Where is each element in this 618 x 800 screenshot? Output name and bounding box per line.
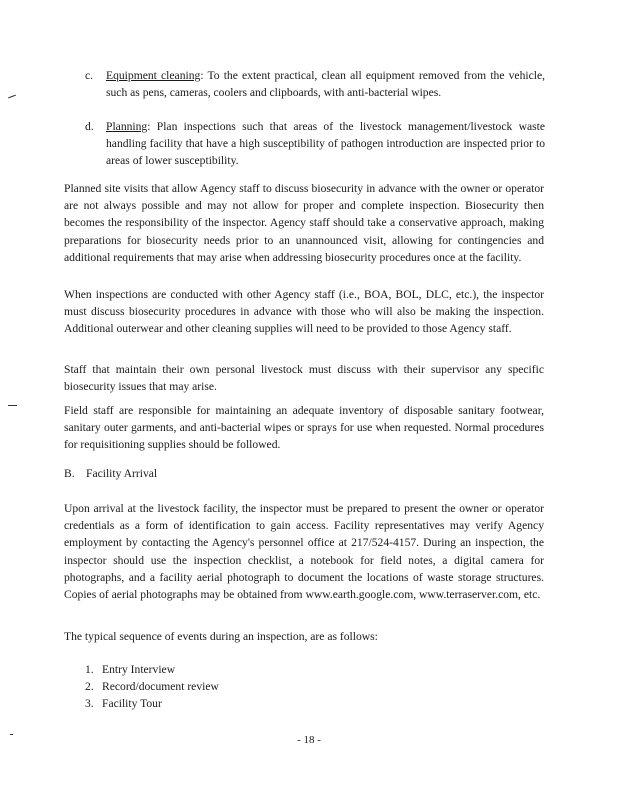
paragraph-planned-site-visits: Planned site visits that allow Agency staff to discuss biosecurity in advance with the owner or operator are not always possible and may not allow for proper and complete inspection. Biosecurity then becomes the responsibility of the inspector. Agency staff should take a conservative approach, making preparations for biosecurity needs prior to an unannounced visit, allowing for contingencies and additional requirements that may arise when addressing biosecurity procedures once at the facility. [64, 182, 544, 264]
item-title: Planning [106, 120, 148, 133]
sequence-text: Record/document review [102, 680, 219, 693]
sequence-text: Facility Tour [102, 697, 162, 710]
sequence-number: 1. [85, 663, 94, 676]
item-label: d. [85, 120, 94, 133]
sequence-item [85, 695, 162, 712]
page-number: - 18 - [297, 734, 321, 746]
item-text: : To the extent practical, clean all equipment removed from the vehicle, such as pens, cameras, coolers and clipboards, with anti-bacterial wipes. [106, 69, 546, 100]
item-title: Equipment cleaning [106, 69, 201, 82]
margin-mark [8, 405, 17, 406]
paragraph-field-staff: Field staff are responsible for maintaining an adequate inventory of disposable sanitary footwear, sanitary outer garments, and anti-bacterial wipes or sprays for use when requested. Normal procedures for requisitioning supplies should be followed. [64, 404, 544, 452]
section-heading [64, 465, 157, 482]
sequence-number: 2. [85, 680, 94, 693]
section-title: Facility Arrival [86, 467, 158, 480]
paragraph-facility-arrival: Upon arrival at the livestock facility, the inspector must be prepared to present the owner or operator credentials as a form of identification to gain access. Facility representatives may verify Agency employment by contacting the Agency's personnel office at 217/524-4157. During an inspection, the inspector should use the inspection checklist, a notebook for field notes, a digital camera for photographs, and a facility aerial photograph to document the locations of waste storage structures. Copies of aerial photographs may be obtained from www.earth.google.com, www.terraserver.com, etc. [64, 502, 544, 602]
paragraph-inspections-with-staff: When inspections are conducted with other Agency staff (i.e., BOA, BOL, DLC, etc.), the inspector must discuss biosecurity procedures in advance with those who will also be making the inspection. Additional outerwear and other cleaning supplies will need to be provided to those Agency staff. [64, 288, 544, 336]
sequence-item [85, 678, 219, 695]
section-label: B. [64, 467, 75, 480]
item-label: c. [85, 69, 94, 82]
sequence-text: Entry Interview [102, 663, 176, 676]
item-text: : Plan inspections such that areas of the livestock management/livestock waste handling facility that have a high susceptibility of pathogen introduction are inspected prior to areas of lower susceptibility. [106, 120, 545, 168]
margin-mark [8, 95, 16, 99]
paragraph-personal-livestock: Staff that maintain their own personal livestock must discuss with their supervisor any specific biosecurity issues that may arise. [64, 363, 544, 394]
sequence-number: 3. [85, 697, 94, 710]
sequence-item [85, 661, 175, 678]
sequence-intro: The typical sequence of events during an inspection, are as follows: [64, 630, 378, 643]
